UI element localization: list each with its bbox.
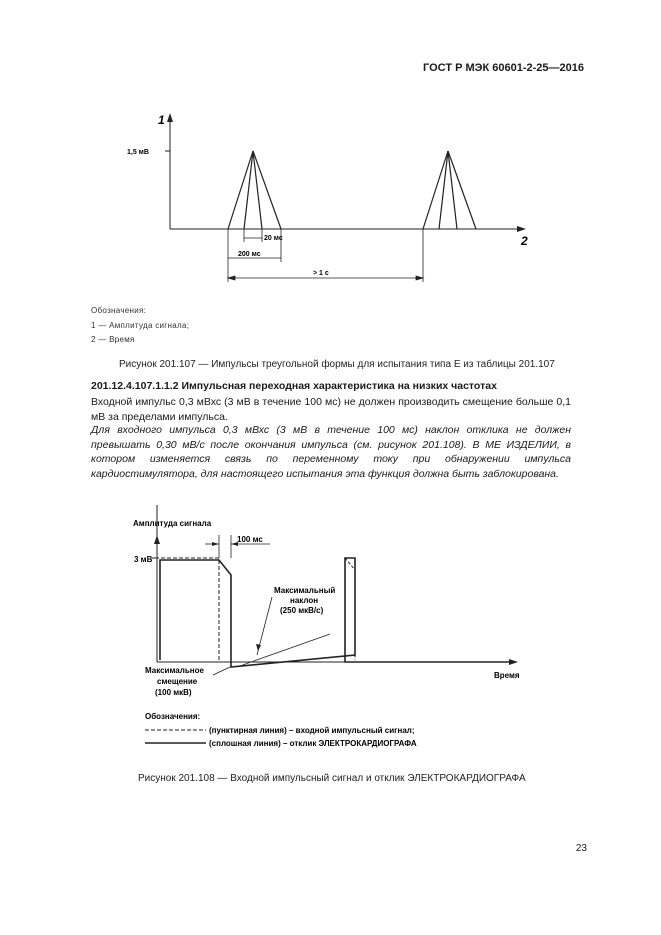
triangle-pulse-2 [423, 151, 476, 229]
slope-label-3: (250 мкВ/с) [280, 606, 324, 615]
dimension-100ms-label: 100 мс [237, 535, 263, 544]
offset-arrow-line [213, 667, 230, 675]
offset-label-2: смещение [157, 677, 198, 686]
section-paragraph-2: Для входного импульса 0,3 мВхс (3 мВ в течение 100 мс) наклон отклика не должен превышать 0,30 мВ/с после окончания импульса (см. рисунок 201.108). В МЕ ИЗДЕЛИИ, в котором изменяется связь по переменному току при обнаружении импульса кардиостимулятора, для настоящего испытания эта функция должна быть заблокирована. [91, 424, 571, 480]
y-tick-label: 3 мВ [134, 555, 153, 564]
dimension-20ms [244, 229, 262, 242]
legend-dashed-text: (пунктирная линия) – входной импульсный сигнал; [209, 726, 415, 735]
input-pulse-dashed [157, 558, 219, 662]
slope-arrowhead [256, 644, 261, 651]
section-paragraph-1: Входной импульс 0,3 мВхс (3 мВ в течение 100 мс) не должен производить смещение больше 0,1 мВ за пределами импульса. [91, 396, 571, 423]
time-axis-label: Время [494, 671, 520, 680]
figure2-caption: Рисунок 201.108 — Входной импульсный сигнал и отклик ЭЛЕКТРОКАРДИОГРАФА [138, 773, 526, 784]
x-axis-arrow [517, 226, 526, 232]
document-header: ГОСТ Р МЭК 60601-2-25—2016 [423, 62, 584, 74]
dimension-200ms-label: 200 мс [238, 251, 261, 258]
amplitude-axis-label: Амплитуда сигнала [133, 519, 212, 528]
y-tick-label: 1,5 мВ [127, 149, 149, 156]
triangle-pulse-1 [228, 151, 281, 229]
second-pulse-dashed [345, 558, 355, 660]
y-axis-arrow [154, 535, 160, 544]
figure1-legend-title: Обозначения: [91, 306, 147, 315]
section-title: 201.12.4.107.1.1.2 Импульсная переходная характеристика на низких частотах [91, 380, 497, 392]
figure2-legend-title: Обозначения: [145, 712, 201, 721]
figure-201-108 [0, 505, 661, 765]
figure1-caption: Рисунок 201.107 — Импульсы треугольной формы для испытания типа E из таблицы 201.107 [119, 359, 555, 370]
ecg-response-solid [160, 558, 512, 667]
x-axis-number: 2 [521, 234, 528, 248]
figure-201-107 [0, 0, 661, 300]
figure1-legend-item-2: 2 — Время [91, 335, 135, 344]
legend-solid-text: (сплошная линия) – отклик ЭЛЕКТРОКАРДИОГРАФА [209, 739, 417, 748]
slope-label-1: Максимальный [274, 586, 336, 595]
slope-label-2: наклон [290, 596, 319, 605]
dim-100-arrowhead-left [212, 542, 219, 546]
y-axis-arrow [167, 113, 173, 122]
dimension-20ms-label: 20 мс [264, 235, 283, 242]
offset-label-3: (100 мкВ) [155, 688, 192, 697]
dimension-1s-label: > 1 с [313, 270, 329, 277]
figure1-legend-item-1: 1 — Амплитуда сигнала; [91, 321, 190, 330]
offset-label-1: Максимальное [145, 666, 204, 675]
page-number: 23 [575, 843, 587, 854]
y-axis-number: 1 [158, 113, 165, 127]
